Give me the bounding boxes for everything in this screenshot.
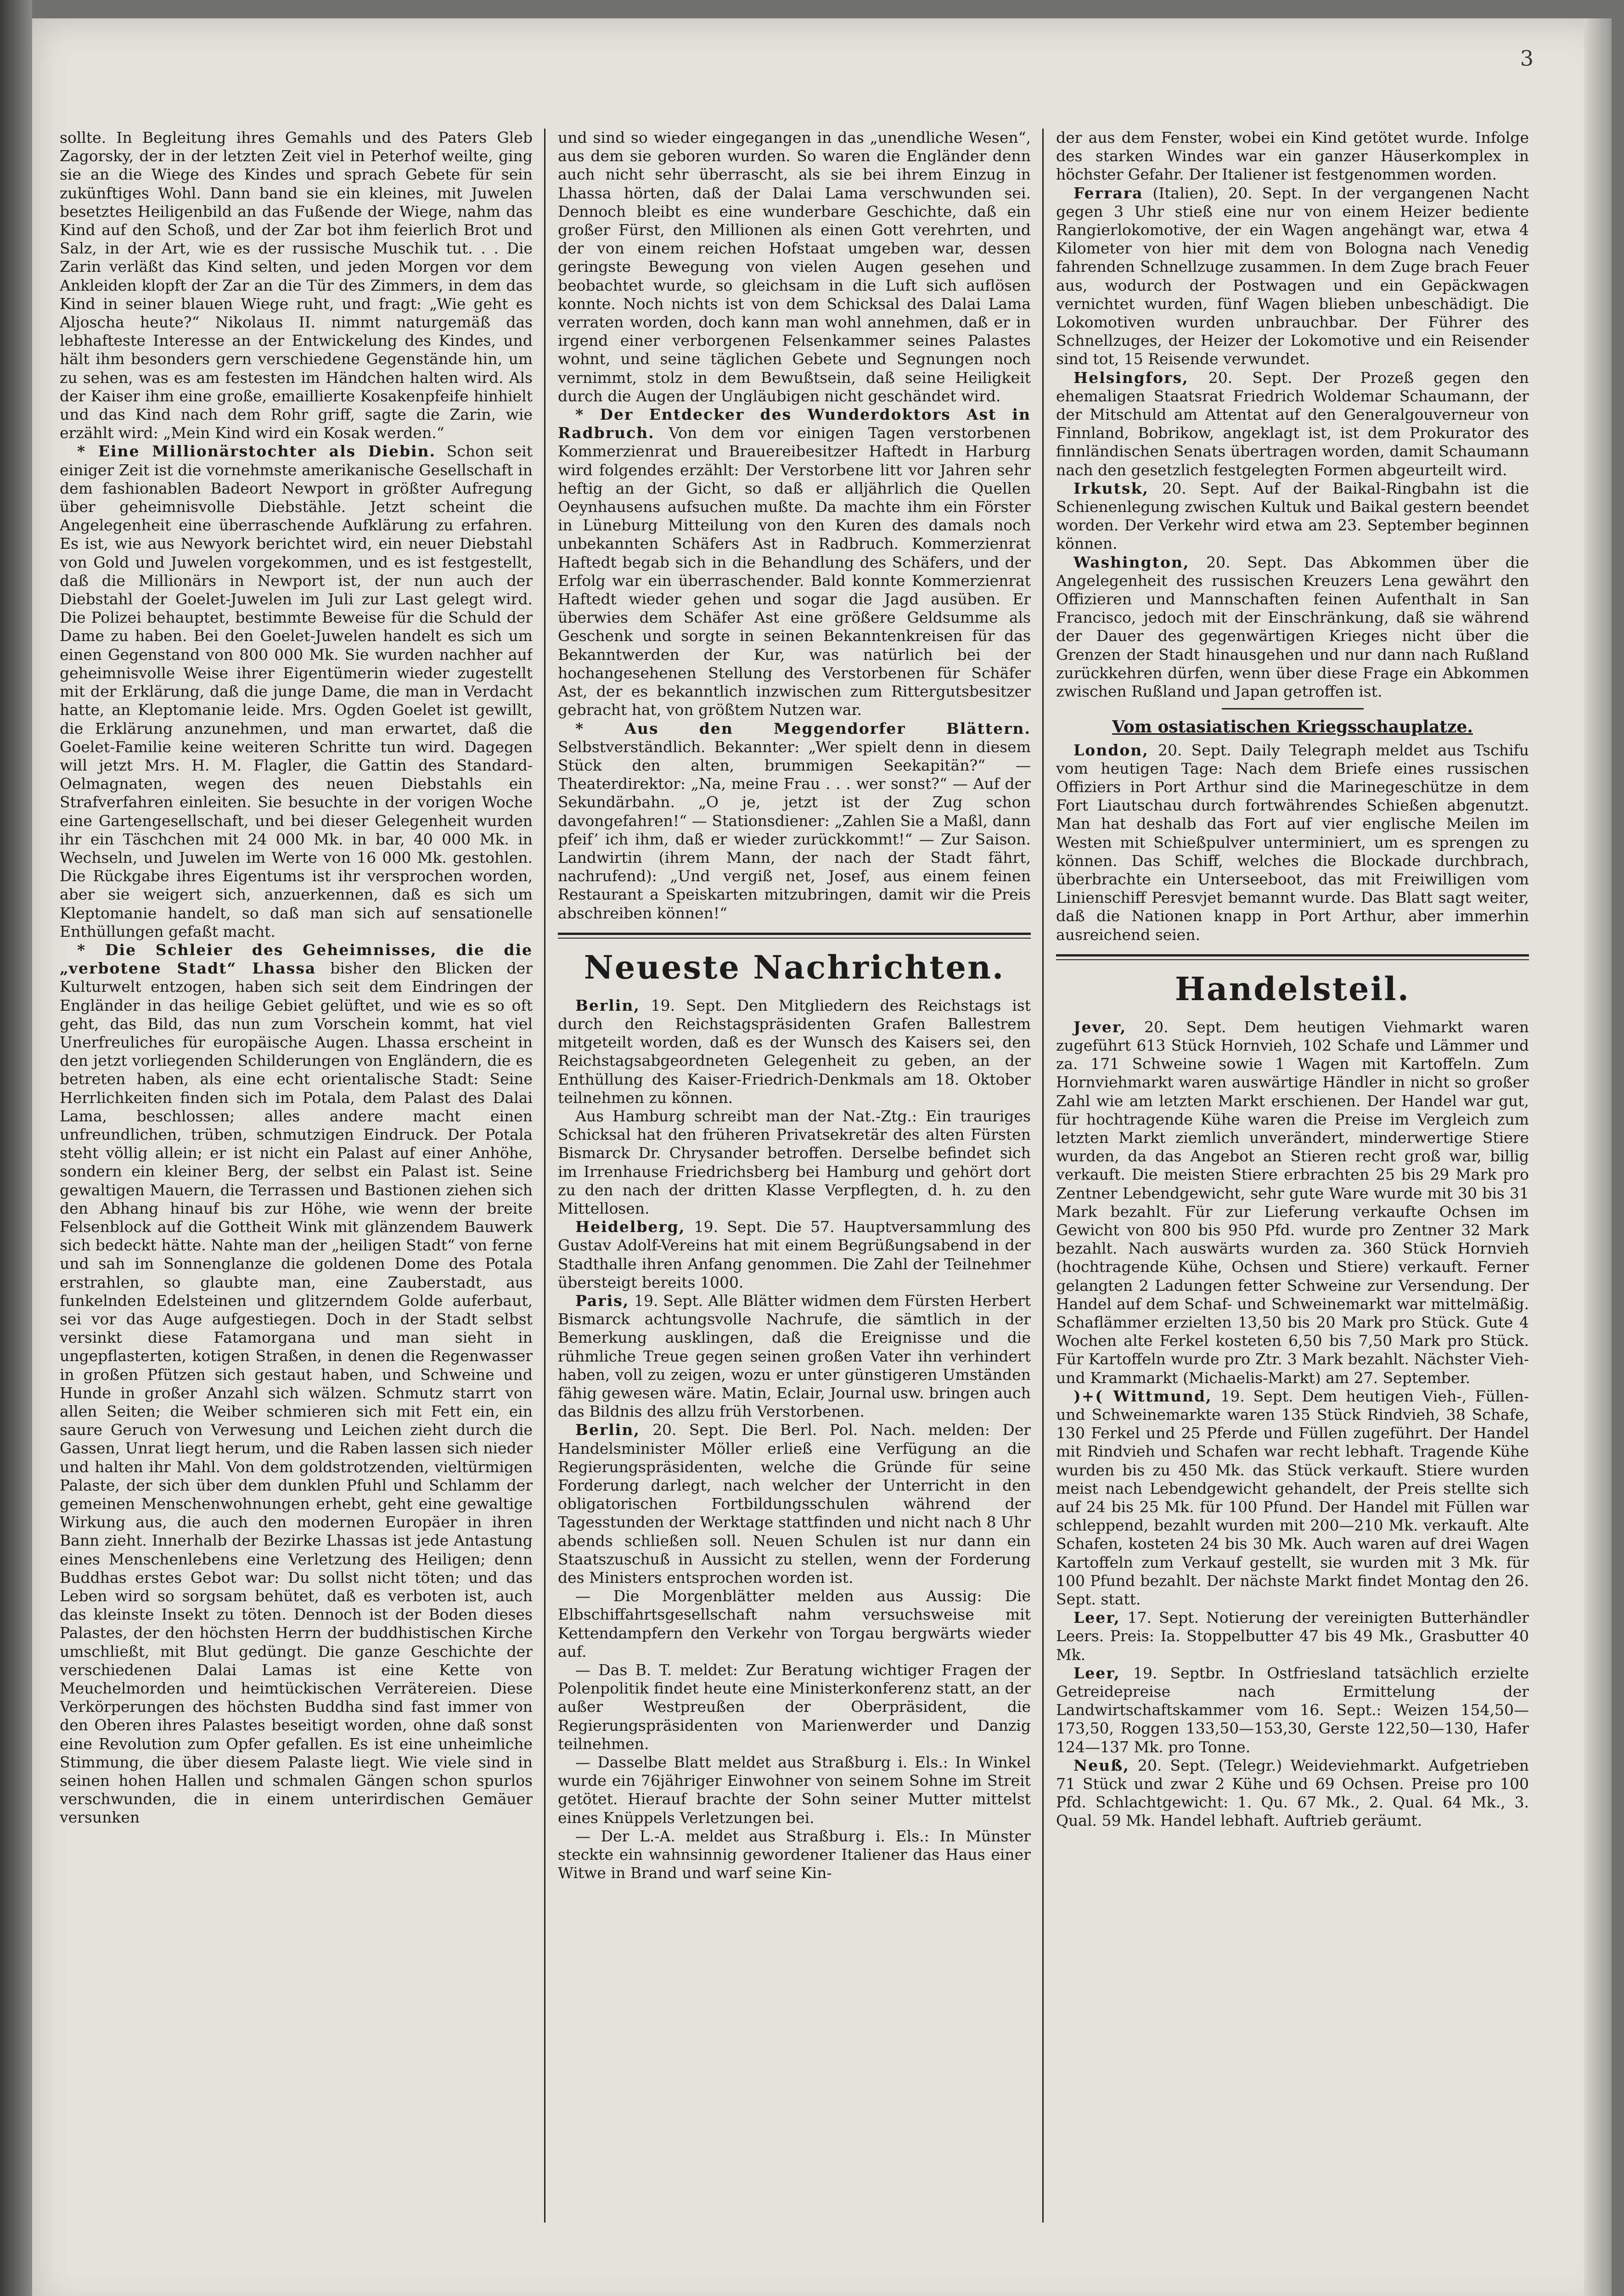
- section-divider: [558, 933, 1031, 939]
- article-paragraph: [1056, 369, 1529, 479]
- article-paragraph: [1056, 184, 1529, 369]
- article-paragraph: [558, 1107, 1031, 1218]
- col2-articles: [558, 129, 1031, 923]
- article-paragraph: [1056, 1756, 1529, 1830]
- article-text: 19. Septbr. In Ostfriesland tatsächlich erzielte Getreidepreise nach Ermittelung der Landwirtschaftskammer vom 16. Sept.: Weizen 154,50—173,50, Roggen 133,50—153,30, Gerste 122,50—130, Hafer 124—137 Mk. pro Tonne.: [1056, 1664, 1529, 1756]
- article-lead: Leer,: [1073, 1609, 1120, 1627]
- article-paragraph: [1056, 741, 1529, 944]
- newspaper-page: [32, 18, 1612, 2296]
- article-text: 20. Sept. (Telegr.) Weideviehmarkt. Aufgetrieben 71 Stück und zwar 2 Kühe und 69 Ochsen. Preise pro 100 Pfd. Schlachtgewicht: 1. Qu. 67 Mk., 2. Qual. 64 Mk., 3. Qual. 59 Mk. Handel lebhaft. Auftrieb geräumt.: [1056, 1756, 1529, 1830]
- article-lead: Helsingfors,: [1073, 368, 1189, 387]
- article-text: 20. Sept. Der Prozeß gegen den ehemaligen Staatsrat Friedrich Woldemar Schaumann, der der Mitschuld am Attentat auf den Generalgouverneur von Finnland, Bobrikow, angeklagt ist, ist dem Prokurator des finnländischen Senats übertragen worden, damit Schaumann nach den gesetzlich festgelegten Formen abgeurteilt wird.: [1056, 368, 1529, 479]
- article-lead: * Aus den Meggendorfer Blättern.: [575, 719, 1031, 737]
- article-paragraph: [558, 1421, 1031, 1587]
- article-lead: Washington,: [1073, 553, 1190, 571]
- article-lead: Heidelberg,: [575, 1218, 686, 1236]
- section-heading-trade: Handelsteil.: [1174, 969, 1410, 1008]
- article-text: 19. Sept. Alle Blätter widmen dem Fürsten Herbert Bismarck achtungsvolle Nachrufe, die sämtlich in der Bemerkung ausklingen, daß die Ereignisse und die rühmliche Treue gegen seinen großen Vater ihn verhindert haben, voll zu zeigen, wozu er unter günstigeren Umständen fähig gewesen wäre. Matin, Eclair, Journal usw. bringen auch das Bildnis des allzu früh Verstorbenen.: [558, 1291, 1031, 1421]
- article-paragraph: [558, 1292, 1031, 1421]
- article-paragraph: [558, 129, 1031, 405]
- article-paragraph: [558, 720, 1031, 923]
- news-articles: [558, 996, 1031, 1883]
- article-paragraph: [1056, 553, 1529, 701]
- article-paragraph: [1056, 1609, 1529, 1664]
- article-paragraph: [558, 405, 1031, 719]
- column-3: [1056, 129, 1529, 2223]
- war-articles: [1056, 741, 1529, 944]
- article-text: Aus Hamburg schreibt man der Nat.-Ztg.: Ein trauriges Schicksal hat den früheren Privatsekretär des alten Fürsten Bismarck Dr. Chrysander betroffen. Derselbe befindet sich im Irrenhause Friedrichsberg bei Hamburg und gehört dort zu den nach der dritten Klasse Verpflegten, d. h. zu den Mittellosen.: [558, 1107, 1031, 1217]
- divider: [1222, 708, 1364, 709]
- article-text: 20. Sept. Daily Telegraph meldet aus Tschifu vom heutigen Tage: Nach dem Briefe eines russischen Offiziers in Port Arthur sind die Marinegeschütze in dem Fort Liautschau durch fortwährendes Schießen abgenutzt. Man hat deshalb das Fort auf vier englische Meilen im Westen mit Schießpulver unterminiert, um es sprengen zu können. Das Schiff, welches die Blockade durchbrach, überbrachte ein Unterseeboot, das mit Freiwilligen vom Linienschiff Peresvjet bemannt wurde. Das Blatt sagt weiter, daß die Nationen knapp in Port Arthur, aber immerhin ausreichend seien.: [1056, 741, 1529, 944]
- column-rule: [544, 129, 545, 2223]
- scan-edge: [0, 0, 32, 2296]
- article-lead: * Die Schleier des Geheimnisses, die die „verbotene Stadt“ Lhassa: [60, 940, 533, 978]
- article-lead: Ferrara: [1073, 184, 1143, 202]
- article-paragraph: [1056, 1387, 1529, 1609]
- war-heading: Vom ostasiatischen Kriegsschauplatze.: [1112, 717, 1473, 737]
- article-lead: * Der Entdecker des Wunderdoktors Ast in Radbruch.: [558, 405, 1031, 442]
- article-lead: Paris,: [575, 1291, 629, 1310]
- page-number: 3: [1520, 46, 1534, 71]
- article-paragraph: [558, 1218, 1031, 1292]
- article-text: 19. Sept. Den Mitgliedern des Reichstags ist durch den Reichstagspräsidenten Grafen Ballestrem mitgeteilt worden, daß es der Wunsch des Kaisers sei, den Reichstagsabgeordneten Gelegenheit zu geben, an der Enthüllung des Kaiser-Friedrich-Denkmals am 18. Oktober teilnehmen zu können.: [558, 996, 1031, 1107]
- article-text: 20. Sept. Die Berl. Pol. Nach. melden: Der Handelsminister Möller erließ eine Verfügung an die Regierungspräsidenten, welche die Gründe für seine Forderung darlegt, nach welcher der Unterricht in den obligatorischen Fortbildungsschulen während der Tagesstunden der Werktage stattfinden und nicht nach 8 Uhr abends schließen soll. Neuen Schulen ist nur dann ein Staatszuschuß in Aussicht zu stellen, wenn der Forderung des Ministers entsprochen worden ist.: [558, 1421, 1031, 1587]
- article-paragraph: [60, 129, 533, 442]
- article-text: sollte. In Begleitung ihres Gemahls und des Paters Gleb Zagorsky, der in der letzten Zeit viel in Peterhof weilte, ging sie an die Wiege des Kindes und sprach Gebete für sein zukünftiges Wohl. Dann band sie ein kleines, mit Juwelen besetztes Heiligenbild an das Fußende der Wiege, nahm das Kind auf den Schoß, und der Zar bot ihm feierlich Brot und Salz, in der Art, wie es der russische Muschik tut. . . Die Zarin verläßt das Kind selten, und jeden Morgen vor dem Ankleiden klopft der Zar an die Tür des Zimmers, in dem das Kind in seiner blauen Wiege ruht, und fragt: „Wie geht es Aljoscha heute?“ Nikolaus II. nimmt naturgemäß das lebhafteste Interesse an der Entwickelung des Kindes, und hält ihm besonders gern verschiedene Gegenstände hin, um zu sehen, was es am festesten im Händchen halten wird. Als der Kaiser ihm eine große, emaillierte Kosakenpfeife hinhielt und das Kind nach dem Rohr griff, sagte die Zarin, wie erzählt wird: „Mein Kind wird ein Kosak werden.“: [60, 129, 533, 442]
- article-text: Selbstverständlich. Bekannter: „Wer spielt denn in diesem Stück den alten, brummigen Seekapitän?“ — Theaterdirektor: „Na, meine Frau . . . wer sonst?“ — Auf der Sekundärbahn. „O je, jetzt ist der Zug schon davongefahren!“ — Stationsdiener: „Zahlen Sie a Maßl, dann pfeif’ ich ihm, daß er wieder zurückkommt!“ — Zur Saison. Landwirtin (ihrem Mann, der nach der Stadt fährt, nachrufend): „Und vergiß net, Josef, aus einem feinen Restaurant a Speiskarten mitzubringen, damit wir die Preis abschreiben können!“: [558, 737, 1031, 922]
- column-1: [60, 129, 533, 2223]
- article-lead: Berlin,: [575, 996, 640, 1014]
- article-lead: Berlin,: [575, 1421, 640, 1439]
- article-text: (Italien), 20. Sept. In der vergangenen Nacht gegen 3 Uhr stieß eine nur von einem Heizer bediente Rangierlokomotive, der ein Wagen angehängt war, etwa 4 Kilometer von hier mit dem von Bologna nach Venedig fahrenden Schnellzuge zusammen. In dem Zuge brach Feuer aus, wodurch der Postwagen und ein Gepäckwagen vernichtet wurden, fünf Wagen blieben unbeschädigt. Die Lokomotiven wurden unbrauchbar. Der Führer des Schnellzuges, der Heizer der Lokomotive und ein Reisender sind tot, 15 Reisende verwundet.: [1056, 184, 1529, 368]
- article-text: Schon seit einiger Zeit ist die vornehmste amerikanische Gesellschaft in dem fashionablen Badeort Newport in größter Aufregung über geheimnisvolle Diebstähle. Jetzt scheint die Angelegenheit eine überraschende Aufklärung zu erfahren. Es ist, wie aus Newyork berichtet wird, ein neuer Diebstahl von Gold und Juwelen vorgekommen, und es ist festgestellt, daß die Millionärs in Newport ist, der nun auch der Diebstahl der Goelet-Juwelen im Juli zur Last gelegt wird. Die Polizei behauptet, bestimmte Beweise für die Schuld der Dame zu haben. Bei den Goelet-Juwelen handelt es sich um einen Gegenstand von 800 000 Mk. Sie wurden nachher auf geheimnisvolle Weise ihrer Eigentümerin wieder zugestellt mit der Erklärung, daß die junge Dame, die man in Verdacht hatte, an Kleptomanie leide. Mrs. Ogden Goelet ist gewillt, die Erklärung anzunehmen, und man erwartet, daß die Goelet-Familie keine weiteren Schritte tun wird. Dagegen will jetzt Mrs. H. M. Flagler, die Gattin des Standard-Oelmagnaten, wegen des neuen Diebstahls ein Strafverfahren einleiten. Sie besuchte in der vorigen Woche eine Gartengesellschaft, und bei dieser Gelegenheit wurden ihr ein Täschchen mit 24 000 Mk. in bar, 40 000 Mk. in Wechseln, und Juwelen im Werte von 16 000 Mk. gestohlen. Die Rückgabe ihres Eigentums ist ihr versprochen worden, aber sie weigert sich, anzuerkennen, daß es sich um Kleptomanie handelt, so daß man sich auf sensationelle Enthüllungen gefaßt macht.: [60, 442, 533, 940]
- article-text: 19. Sept. Die 57. Hauptversammlung des Gustav Adolf-Vereins hat mit einem Begrüßungsabend in der Stadthalle ihren Anfang genommen. Die Zahl der Teilnehmer übersteigt bereits 1000.: [558, 1218, 1031, 1291]
- article-lead: Irkutsk,: [1073, 479, 1149, 497]
- article-paragraph: [558, 1827, 1031, 1883]
- article-text: — Der L.-A. meldet aus Straßburg i. Els.: In Münster steckte ein wahnsinnig gewordener Italiener das Haus einer Witwe in Brand und warf seine Kin-: [558, 1827, 1031, 1882]
- col1-articles: [60, 129, 533, 1827]
- article-text: 20. Sept. Dem heutigen Viehmarkt waren zugeführt 613 Stück Hornvieh, 102 Schafe und Lämmer und za. 171 Schweine sowie 1 Wagen mit Kartoffeln. Zum Hornviehmarkt waren auswärtige Händler in nicht so großer Zahl wie am letzten Markt erschienen. Der Handel war gut, für hochtragende Kühe waren die Preise im Vergleich zum letzten Markt ziemlich unverändert, minderwertige Stiere wurden, da das Angebot an Stieren recht groß war, billig verkauft. Die meisten Stiere erbrachten 25 bis 29 Mark pro Zentner Lebendgewicht, sehr gute Ware wurde mit 30 bis 31 Mark bezahlt. Für zur Lieferung verkaufte Ochsen im Gewicht von 800 bis 950 Pfd. wurde pro Zentner 32 Mark bezahlt. Nach auswärts wurden za. 360 Stück Hornvieh (hochtragende Kühe, Ochsen und Stiere) verkauft. Ferner gelangten 2 Ladungen fetter Schweine zur Versendung. Der Handel auf dem Schaf- und Schweinemarkt war mittelmäßig. Schaflämmer erzielten 13,50 bis 20 Mark pro Stück. Gute 4 Wochen alte Ferkel kosteten 6,50 bis 7,50 Mark pro Stück. Für Kartoffeln wurde pro Ztr. 3 Mark bezahlt. Nächster Vieh- und Krammarkt (Michaelis-Markt) am 27. September.: [1056, 1018, 1529, 1387]
- trade-articles: [1056, 1018, 1529, 1830]
- page-edge: [1584, 18, 1612, 2296]
- article-text: — Dasselbe Blatt meldet aus Straßburg i. Els.: In Winkel wurde ein 76jähriger Einwohner von seinem Sohne im Streit getötet. Hierauf brachte der Sohn seiner Mutter mittelst eines Knüppels Verletzungen bei.: [558, 1753, 1031, 1827]
- article-paragraph: [60, 941, 533, 1827]
- article-text: — Das B. T. meldet: Zur Beratung wichtiger Fragen der Polenpolitik findet heute eine Ministerkonferenz statt, an der außer Westpreußen der Oberpräsident, die Regierungspräsidenten von Marienwerder und Danzig teilnehmen.: [558, 1661, 1031, 1753]
- section-heading-news: Neueste Nachrichten.: [584, 948, 1005, 986]
- article-text: und sind so wieder eingegangen in das „unendliche Wesen“, aus dem sie geboren wurden. So waren die Engländer denn auch nicht sehr überrascht, als sie bei ihrem Einzug in Lhassa hörten, daß der Dalai Lama verschwunden sei. Dennoch bleibt es eine wunderbare Geschichte, daß ein großer Fürst, den Millionen als einen Gott verehrten, und der von einem reichen Hofstaat umgeben war, dessen geringste Bewegung von vielen Augen gesehen und beobachtet wurde, so gleichsam in die Luft sich auflösen konnte. Noch nichts ist von dem Schicksal des Dalai Lama verraten worden, doch kann man wohl annehmen, daß er in irgend einer verborgenen Felsenkammer seines Palastes wohnt, und seine täglichen Gebete und Segnungen noch vernimmt, stolz in dem Bewußtsein, daß seine Heiligkeit durch die Augen der Ungläubigen nicht geschändet wird.: [558, 129, 1031, 405]
- article-lead: Jever,: [1073, 1018, 1127, 1036]
- article-text: — Die Morgenblätter melden aus Aussig: Die Elbschiffahrtsgesellschaft nahm versuchsweise mit Kettendampfern den Verkehr von Torgau bergwärts wieder auf.: [558, 1587, 1031, 1660]
- article-paragraph: [60, 442, 533, 940]
- article-paragraph: [1056, 1664, 1529, 1756]
- article-lead: )+( Wittmund,: [1073, 1387, 1212, 1405]
- article-text: 20. Sept. Auf der Baikal-Ringbahn ist die Schienenlegung zwischen Kultuk und Baikal gestern beendet worden. Der Verkehr wird etwa am 23. September beginnen können.: [1056, 479, 1529, 553]
- col3-articles: [1056, 129, 1529, 701]
- article-text: bisher den Blicken der Kulturwelt entzogen, haben sich seit dem Eindringen der Engländer in das heilige Gebiet gelüftet, und wie es so oft geht, das Bild, das nun zum Vorschein kommt, hat viel Unerfreuliches für europäische Augen. Lhassa erscheint in den jetzt vorliegenden Schilderungen von Engländern, die es betreten haben, als eine echt orientalische Stadt: Seine Herrlichkeiten finden sich im Potala, dem Palast des Dalai Lama, beschlossen; alles andere macht einen unfreundlichen, trüben, schmutzigen Eindruck. Der Potala steht völlig allein; er ist nicht ein Palast auf einer Anhöhe, sondern ein kleiner Berg, der selbst ein Palast ist. Seine gewaltigen Mauern, die Terrassen und Bastionen ziehen sich den Abhang hinauf bis zur Höhe, wie wenn der breite Felsenblock auf die Gottheit Wink mit glänzendem Bauwerk sich bedeckt hätte. Nahte man der „heiligen Stadt“ von ferne und sah im Sonnenglanze die goldenen Dome des Potala erstrahlen, so glaubte man, eine Zauberstadt, aus funkelnden Edelsteinen und glitzerndem Golde auferbaut, sei vor das Auge aufgestiegen. Doch in der Stadt selbst versinkt diese Fatamorgana und man sieht in ungepflasterten, kotigen Straßen, in denen die Regenwasser in großen Pfützen sich gestaut haben, und Schweine und Hunde in großer Anzahl sich wälzen. Schmutz starrt von allen Seiten; die Weiber schmieren sich mit Fett ein, ein saure Geruch von Verwesung und Leichen zieht durch die Gassen, Unrat liegt herum, und die Raben lassen sich nieder und halten ihr Mahl. Von dem goldstrotzenden, vieltürmigen Palaste, der sich über dem dunklen Pfuhl und Schlamm der gemeinen Menschenwohnungen erhebt, geht eine gewaltige Wirkung aus, die auch den modernen Europäer in ihren Bann zieht. Innerhalb der Bezirke Lhassas ist jede Antastung eines Menschenlebens eine Verletzung des Heiligen; denn Buddhas erstes Gebot war: Du sollst nicht töten; und das Leben wird so sorgsam behütet, daß es verboten ist, auch das kleinste Insekt zu töten. Dennoch ist der Boden dieses Palastes, der den höchsten Herrn der buddhistischen Kirche umschließt, mit Blut gedüngt. Die ganze Geschichte der verschiedenen Dalai Lamas ist eine Kette von Meuchelmorden und heimtückischen Verrätereien. Diese Verkörperungen des höchsten Buddha sind fast immer von den Oberen ihres Palastes beseitigt worden, ohne daß sonst eine Revolution zum Opfer gefallen. Es ist eine unheimliche Stimmung, die über diesem Palaste liegt. Wie viele sind in seinen hohen Hallen und schmalen Gängen schon spurlos verschwunden, die in einem unterirdischen Gemäuer versunken: [60, 959, 533, 1827]
- article-text: 17. Sept. Notierung der vereinigten Butterhändler Leers. Preis: Ia. Stoppelbutter 47 bis 49 Mk., Grasbutter 40 Mk.: [1056, 1609, 1529, 1664]
- section-divider: [1056, 954, 1529, 960]
- columns: [60, 129, 1529, 2223]
- article-text: 20. Sept. Das Abkommen über die Angelegenheit des russischen Kreuzers Lena gewährt den Offizieren und Mannschaften feinen Aufenthalt in San Francisco, jedoch mit der Einschränkung, daß sie während der Dauer des gegenwärtigen Krieges nicht über die Grenzen der Stadt hinausgehen und nur dann nach Rußland zurückkehren dürfen, wenn über diese Frage ein Abkommen zwischen Rußland und Japan getroffen ist.: [1056, 553, 1529, 701]
- article-lead: Neuß,: [1073, 1756, 1129, 1774]
- article-lead: Leer,: [1073, 1664, 1120, 1682]
- column-rule: [1042, 129, 1044, 2223]
- article-paragraph: [1056, 1018, 1529, 1387]
- column-2: [558, 129, 1031, 2223]
- article-lead: London,: [1073, 741, 1149, 759]
- article-paragraph: [558, 1753, 1031, 1827]
- article-paragraph: [1056, 479, 1529, 553]
- article-lead: * Eine Millionärstochter als Diebin.: [77, 442, 436, 461]
- article-paragraph: [558, 1661, 1031, 1753]
- article-text: Von dem vor einigen Tagen verstorbenen Kommerzienrat und Brauereibesitzer Haftedt in Harburg wird folgendes erzählt: Der Verstorbene litt vor Jahren sehr heftig an der Gicht, so daß er alljährlich die Quellen Oeynhausens aufsuchen mußte. Da machte ihm ein Förster in Lüneburg Mitteilung von den Kuren des damals noch unbekannten Schäfers Ast in Radbruch. Kommerzienrat Haftedt begab sich in die Behandlung des Schäfers, und der Erfolg war ein überraschender. Bald konnte Kommerzienrat Haftedt wieder gehen und sogar die Jagd ausüben. Er überwies dem Schäfer Ast eine größere Geldsumme als Geschenk und sorgte in seinen Bekanntenkreisen für das Bekanntwerden der Kur, was natürlich bei der hochangesehenen Stellung des Verstorbenen für Schäfer Ast, der es bekanntlich inzwischen zum Rittergutsbesitzer gebracht hat, von größtem Nutzen war.: [558, 424, 1031, 719]
- article-paragraph: [558, 1587, 1031, 1661]
- article-paragraph: [558, 996, 1031, 1107]
- article-text: der aus dem Fenster, wobei ein Kind getötet wurde. Infolge des starken Windes war ein ganzer Häuserkomplex in höchster Gefahr. Der Italiener ist festgenommen worden.: [1056, 129, 1529, 184]
- article-text: 19. Sept. Dem heutigen Vieh-, Füllen- und Schweinemarkte waren 135 Stück Rindvieh, 38 Schafe, 130 Ferkel und 25 Pferde und Füllen zugeführt. Der Handel mit Rindvieh und Schafen war recht lebhaft. Tragende Kühe wurden bis zu 450 Mk. das Stück verkauft. Stiere wurden meist nach Lebendgewicht gehandelt, der Preis stellte sich auf 24 bis 25 Mk. für 100 Pfund. Der Handel mit Füllen war schleppend, bezahlt wurden mit 200—210 Mk. verkauft. Alte Schafen, kosteten 24 bis 30 Mk. Auch waren auf drei Wagen Kartoffeln zum Verkauf gestellt, sie wurden mit 3 Mk. für 100 Pfund bezahlt. Der nächste Markt findet Montag den 26. Sept. statt.: [1056, 1387, 1529, 1609]
- article-paragraph: [1056, 129, 1529, 184]
